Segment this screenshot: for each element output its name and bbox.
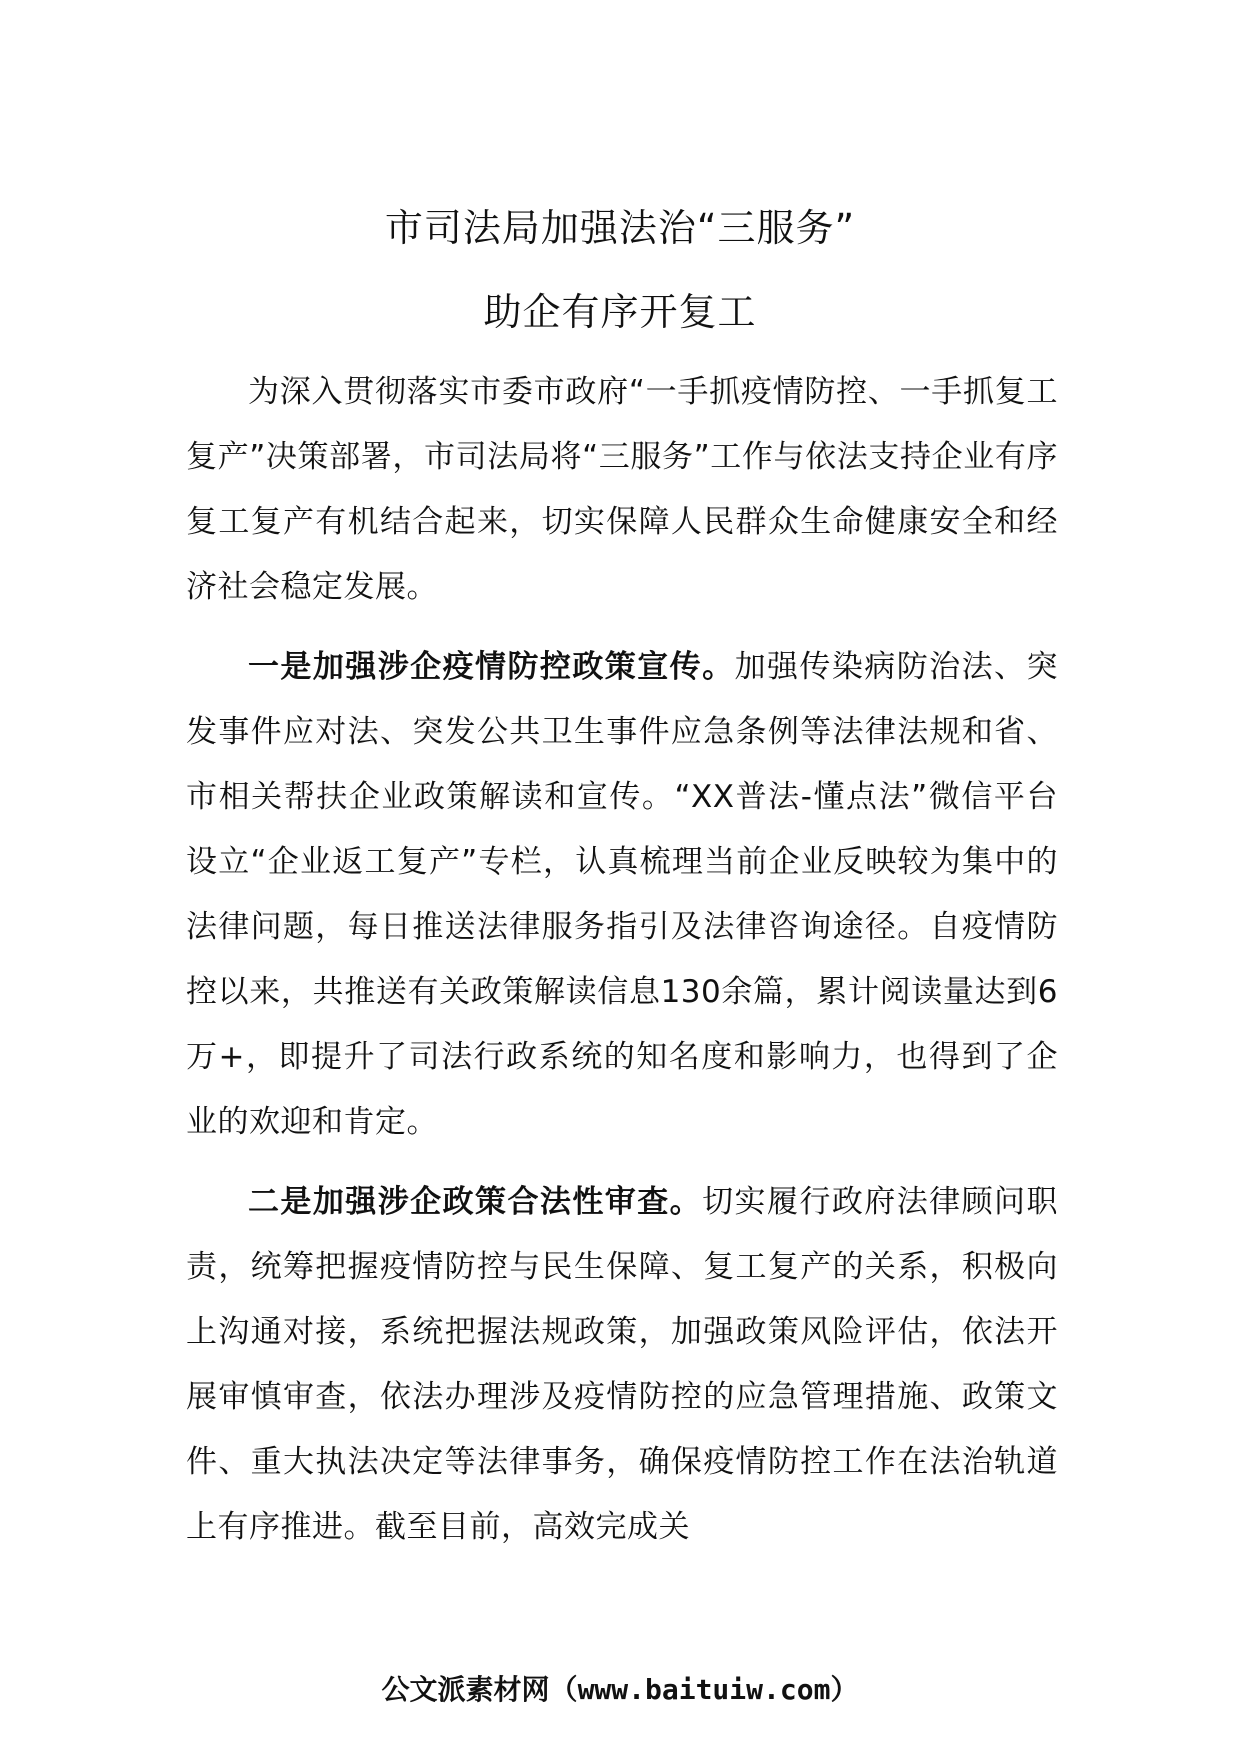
footer-close-paren: ）: [830, 1673, 859, 1706]
title-line-1: 市司法局加强法治“三服务”: [384, 206, 856, 250]
document-body: [186, 360, 1058, 1575]
paragraph-text: 加强传染病防治法、突发事件应对法、突发公共卫生事件应急条例等法律法规和省、市相关帮扶企业政策解读和宣传。“XX普法-懂点法”微信平台设立“企业返工复产”专栏，认真梳理当前企业反映较为集中的法律问题，每日推送法律服务指引及法律咨询途径。自疫情防控以来，共推送有关政策解读信息130余篇，累计阅读量达到6万+，即提升了司法行政系统的知名度和影响力，也得到了企业的欢迎和肯定。: [186, 649, 1058, 1140]
paragraph-point-1: [186, 635, 1058, 1155]
paragraph-text: 为深入贯彻落实市委市政府“一手抓疫情防控、一手抓复工复产”决策部署，市司法局将“三服务”工作与依法支持企业有序复工复产有机结合起来，切实保障人民群众生命健康安全和经济社会稳定发展。: [186, 374, 1058, 605]
paragraph-lead: 二是加强涉企政策合法性审查。: [248, 1184, 703, 1220]
footer-site-name: 公文派素材网: [381, 1673, 550, 1706]
paragraph-text: 切实履行政府法律顾问职责，统筹把握疫情防控与民生保障、复工复产的关系，积极向上沟通对接，系统把握法规政策，加强政策风险评估，依法开展审慎审查，依法办理涉及疫情防控的应急管理措施、政策文件、重大执法决定等法律事务，确保疫情防控工作在法治轨道上有序推进。截至目前，高效完成关: [186, 1184, 1058, 1545]
title-line-2: 助企有序开复工: [483, 290, 757, 334]
paragraph-point-2: [186, 1170, 1058, 1560]
paragraph-lead: 一是加强涉企疫情防控政策宣传。: [248, 649, 735, 685]
paragraph-intro: [186, 360, 1058, 620]
document-title: [0, 186, 1240, 354]
footer-watermark: [0, 1668, 1240, 1708]
footer-url: www.baituiw.com: [577, 1673, 831, 1706]
footer-open-paren: （: [549, 1673, 578, 1706]
